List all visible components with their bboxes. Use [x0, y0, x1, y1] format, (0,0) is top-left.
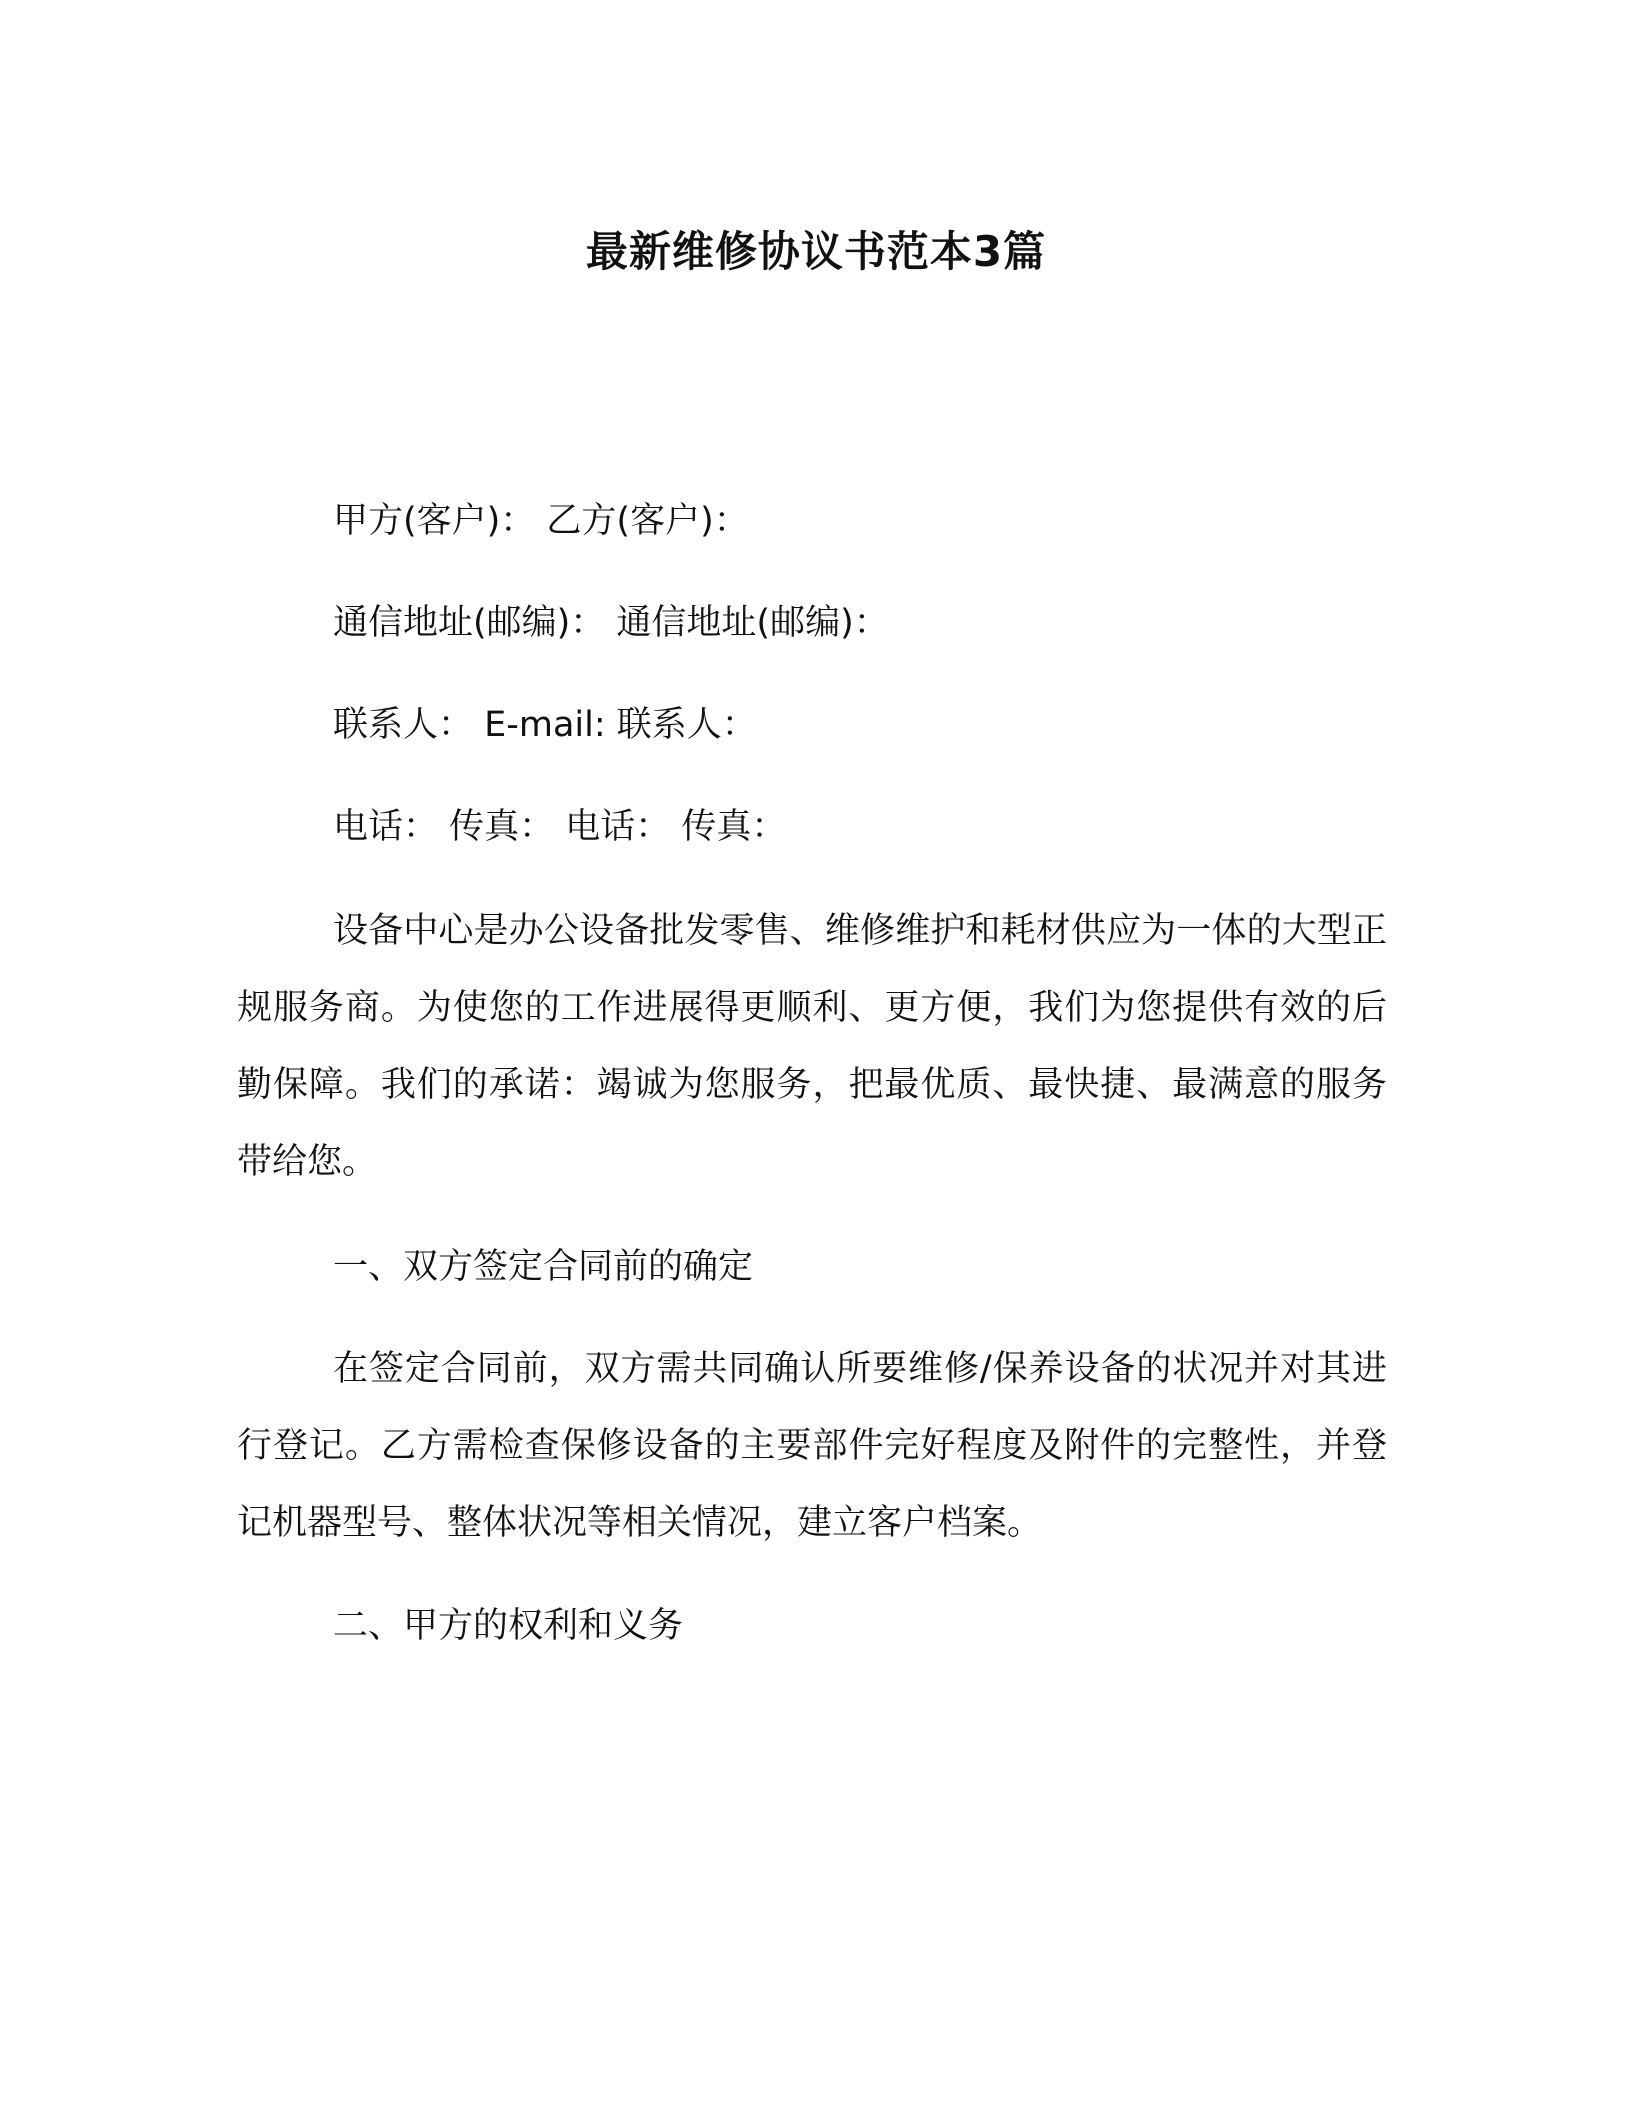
party-line: 甲方(客户)： 乙方(客户)： — [333, 501, 749, 541]
contact-line: 联系人： E-mail: 联系人： — [333, 705, 757, 745]
document-title: 最新维修协议书范本3篇 — [585, 227, 1047, 276]
phone-fax-line: 电话： 传真： 电话： 传真： — [333, 807, 787, 847]
section-heading-2: 二、甲方的权利和义务 — [333, 1606, 684, 1646]
section-1-paragraph: 在签定合同前，双方需共同确认所要维修/保养设备的状况并对其进行登记。乙方需检查保修设备的主要部件完好程度及附件的完整性，并登记机器型号、整体状况等相关情况，建立客户档案。 — [237, 1349, 1387, 1543]
section-heading-1: 一、双方签定合同前的确定 — [333, 1247, 754, 1287]
intro-paragraph: 设备中心是办公设备批发零售、维修维护和耗材供应为一体的大型正规服务商。为使您的工作进展得更顺利、更方便，我们为您提供有效的后勤保障。我们的承诺：竭诚为您服务，把最优质、最快捷、最满意的服务带给您。 — [237, 911, 1387, 1182]
address-line: 通信地址(邮编)： 通信地址(邮编)： — [333, 603, 889, 643]
